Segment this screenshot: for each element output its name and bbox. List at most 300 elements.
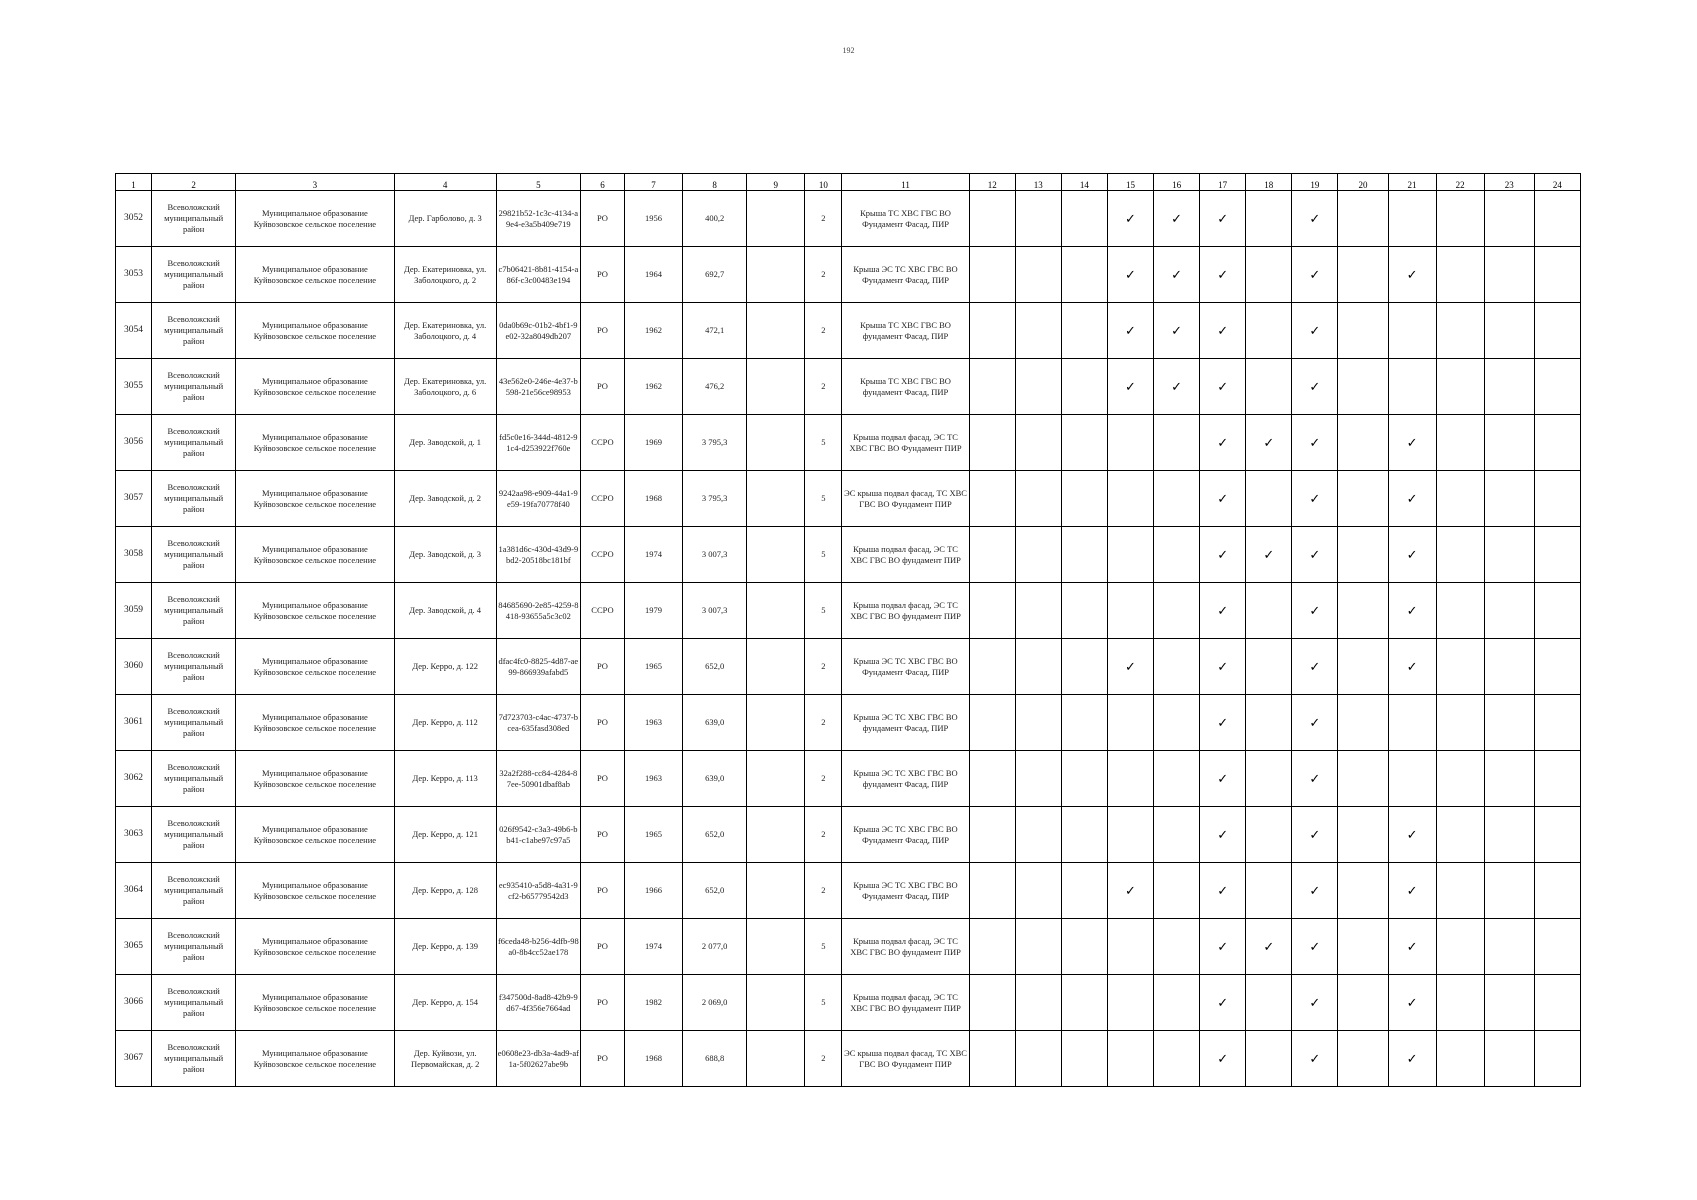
column-header: 23 xyxy=(1484,174,1534,191)
municipality-cell: Муниципальное образование Куйвозовское сельское поселение xyxy=(236,1031,394,1087)
column-number-header-row xyxy=(116,174,1581,191)
floors-cell: 2 xyxy=(805,1031,842,1087)
empty-cell xyxy=(1107,751,1153,807)
municipality-cell: Муниципальное образование Куйвозовское сельское поселение xyxy=(236,919,394,975)
empty-cell xyxy=(1107,919,1153,975)
table-row xyxy=(116,191,1581,247)
empty-cell xyxy=(969,1031,1015,1087)
works-list-cell: ЭС крыша подвал фасад, ТС ХВС ГВС ВО Фундамент ПИР xyxy=(842,471,969,527)
empty-cell xyxy=(1154,415,1200,471)
check-mark-icon: ✓ xyxy=(1388,919,1436,975)
table-row xyxy=(116,527,1581,583)
floors-cell: 5 xyxy=(805,975,842,1031)
empty-cell xyxy=(1534,247,1580,303)
empty-cell xyxy=(1061,359,1107,415)
district-cell: Всеволожский муниципальный район xyxy=(152,639,236,695)
row-number: 3057 xyxy=(116,471,152,527)
building-type-cell: ССРО xyxy=(580,471,624,527)
year-built-cell: 1963 xyxy=(625,751,683,807)
empty-cell xyxy=(1015,191,1061,247)
column-9-cell xyxy=(747,303,805,359)
table-body xyxy=(116,191,1581,1087)
empty-cell xyxy=(1338,415,1388,471)
check-mark-icon: ✓ xyxy=(1292,303,1338,359)
empty-cell xyxy=(1534,527,1580,583)
building-type-cell: ССРО xyxy=(580,583,624,639)
row-number: 3061 xyxy=(116,695,152,751)
empty-cell xyxy=(969,975,1015,1031)
table-row xyxy=(116,695,1581,751)
municipality-cell: Муниципальное образование Куйвозовское сельское поселение xyxy=(236,695,394,751)
empty-cell xyxy=(1154,919,1200,975)
column-header: 14 xyxy=(1061,174,1107,191)
empty-cell xyxy=(1338,695,1388,751)
district-cell: Всеволожский муниципальный район xyxy=(152,863,236,919)
year-built-cell: 1968 xyxy=(625,1031,683,1087)
empty-cell xyxy=(1015,695,1061,751)
fias-code-cell: c7b06421-8b81-4154-a86f-c3c00483e194 xyxy=(496,247,580,303)
municipality-cell: Муниципальное образование Куйвозовское сельское поселение xyxy=(236,639,394,695)
empty-cell xyxy=(1484,583,1534,639)
empty-cell xyxy=(1484,863,1534,919)
floors-cell: 2 xyxy=(805,359,842,415)
empty-cell xyxy=(1061,807,1107,863)
empty-cell xyxy=(1436,191,1484,247)
empty-cell xyxy=(1154,695,1200,751)
floors-cell: 2 xyxy=(805,695,842,751)
empty-cell xyxy=(1534,751,1580,807)
table-row xyxy=(116,359,1581,415)
column-header: 5 xyxy=(496,174,580,191)
check-mark-icon: ✓ xyxy=(1388,471,1436,527)
empty-cell xyxy=(1534,639,1580,695)
empty-cell xyxy=(1061,415,1107,471)
check-mark-icon: ✓ xyxy=(1154,303,1200,359)
municipality-cell: Муниципальное образование Куйвозовское сельское поселение xyxy=(236,359,394,415)
check-mark-icon: ✓ xyxy=(1388,639,1436,695)
fias-code-cell: e0608e23-db3a-4ad9-af1a-5f02627abe9b xyxy=(496,1031,580,1087)
table-row xyxy=(116,863,1581,919)
column-header: 21 xyxy=(1388,174,1436,191)
empty-cell xyxy=(1484,919,1534,975)
address-cell: Дер. Керро, д. 112 xyxy=(394,695,496,751)
building-type-cell: РО xyxy=(580,639,624,695)
floors-cell: 2 xyxy=(805,639,842,695)
table-row xyxy=(116,471,1581,527)
column-9-cell xyxy=(747,583,805,639)
area-cell: 688,8 xyxy=(683,1031,747,1087)
check-mark-icon: ✓ xyxy=(1292,583,1338,639)
empty-cell xyxy=(1534,1031,1580,1087)
column-header: 1 xyxy=(116,174,152,191)
column-9-cell xyxy=(747,807,805,863)
check-mark-icon: ✓ xyxy=(1154,247,1200,303)
empty-cell xyxy=(1436,359,1484,415)
empty-cell xyxy=(1436,415,1484,471)
year-built-cell: 1965 xyxy=(625,639,683,695)
year-built-cell: 1965 xyxy=(625,807,683,863)
table-row xyxy=(116,807,1581,863)
empty-cell xyxy=(1015,751,1061,807)
row-number: 3055 xyxy=(116,359,152,415)
column-header: 16 xyxy=(1154,174,1200,191)
area-cell: 3 795,3 xyxy=(683,471,747,527)
check-mark-icon: ✓ xyxy=(1246,919,1292,975)
empty-cell xyxy=(969,247,1015,303)
check-mark-icon: ✓ xyxy=(1154,191,1200,247)
empty-cell xyxy=(1107,583,1153,639)
building-type-cell: РО xyxy=(580,863,624,919)
area-cell: 652,0 xyxy=(683,863,747,919)
column-header: 15 xyxy=(1107,174,1153,191)
year-built-cell: 1982 xyxy=(625,975,683,1031)
fias-code-cell: 43e562e0-246e-4e37-b598-21e56ce98953 xyxy=(496,359,580,415)
check-mark-icon: ✓ xyxy=(1200,975,1246,1031)
column-9-cell xyxy=(747,471,805,527)
empty-cell xyxy=(1338,807,1388,863)
empty-cell xyxy=(1484,191,1534,247)
empty-cell xyxy=(1015,919,1061,975)
building-type-cell: РО xyxy=(580,919,624,975)
table-row xyxy=(116,415,1581,471)
empty-cell xyxy=(1061,527,1107,583)
building-type-cell: РО xyxy=(580,695,624,751)
empty-cell xyxy=(1154,639,1200,695)
area-cell: 3 795,3 xyxy=(683,415,747,471)
district-cell: Всеволожский муниципальный район xyxy=(152,695,236,751)
table-row xyxy=(116,247,1581,303)
municipality-cell: Муниципальное образование Куйвозовское сельское поселение xyxy=(236,975,394,1031)
check-mark-icon: ✓ xyxy=(1200,807,1246,863)
empty-cell xyxy=(1154,471,1200,527)
district-cell: Всеволожский муниципальный район xyxy=(152,303,236,359)
column-header: 24 xyxy=(1534,174,1580,191)
row-number: 3054 xyxy=(116,303,152,359)
empty-cell xyxy=(1436,807,1484,863)
page-number: 192 xyxy=(842,46,855,55)
column-header: 9 xyxy=(747,174,805,191)
fias-code-cell: 026f9542-c3a3-49b6-bb41-c1abe97c97a5 xyxy=(496,807,580,863)
check-mark-icon: ✓ xyxy=(1107,639,1153,695)
floors-cell: 5 xyxy=(805,583,842,639)
empty-cell xyxy=(1388,191,1436,247)
empty-cell xyxy=(1534,415,1580,471)
check-mark-icon: ✓ xyxy=(1107,191,1153,247)
district-cell: Всеволожский муниципальный район xyxy=(152,807,236,863)
empty-cell xyxy=(969,695,1015,751)
building-type-cell: РО xyxy=(580,359,624,415)
year-built-cell: 1969 xyxy=(625,415,683,471)
floors-cell: 2 xyxy=(805,247,842,303)
empty-cell xyxy=(1107,695,1153,751)
column-header: 6 xyxy=(580,174,624,191)
works-list-cell: Крыша ЭС ТС ХВС ГВС ВО Фундамент Фасад, ПИР xyxy=(842,863,969,919)
works-list-cell: Крыша ЭС ТС ХВС ГВС ВО Фундамент Фасад, ПИР xyxy=(842,247,969,303)
row-number: 3063 xyxy=(116,807,152,863)
year-built-cell: 1966 xyxy=(625,863,683,919)
table-row xyxy=(116,583,1581,639)
check-mark-icon: ✓ xyxy=(1200,919,1246,975)
empty-cell xyxy=(1107,975,1153,1031)
empty-cell xyxy=(1154,863,1200,919)
check-mark-icon: ✓ xyxy=(1388,975,1436,1031)
building-type-cell: РО xyxy=(580,975,624,1031)
empty-cell xyxy=(1436,695,1484,751)
address-cell: Дер. Заводской, д. 2 xyxy=(394,471,496,527)
empty-cell xyxy=(1388,303,1436,359)
area-cell: 476,2 xyxy=(683,359,747,415)
empty-cell xyxy=(1338,247,1388,303)
empty-cell xyxy=(1484,247,1534,303)
district-cell: Всеволожский муниципальный район xyxy=(152,583,236,639)
check-mark-icon: ✓ xyxy=(1292,191,1338,247)
empty-cell xyxy=(1107,471,1153,527)
table-row xyxy=(116,639,1581,695)
check-mark-icon: ✓ xyxy=(1200,1031,1246,1087)
check-mark-icon: ✓ xyxy=(1200,247,1246,303)
works-list-cell: Крыша подвал фасад, ЭС ТС ХВС ГВС ВО фундамент ПИР xyxy=(842,527,969,583)
column-9-cell xyxy=(747,191,805,247)
empty-cell xyxy=(1015,975,1061,1031)
column-header: 2 xyxy=(152,174,236,191)
empty-cell xyxy=(969,303,1015,359)
empty-cell xyxy=(1061,583,1107,639)
row-number: 3052 xyxy=(116,191,152,247)
table-row xyxy=(116,975,1581,1031)
row-number: 3056 xyxy=(116,415,152,471)
address-cell: Дер. Екатериновка, ул. Заболоцкого, д. 6 xyxy=(394,359,496,415)
empty-cell xyxy=(1061,191,1107,247)
empty-cell xyxy=(1484,527,1534,583)
column-header: 8 xyxy=(683,174,747,191)
address-cell: Дер. Екатериновка, ул. Заболоцкого, д. 4 xyxy=(394,303,496,359)
floors-cell: 5 xyxy=(805,415,842,471)
check-mark-icon: ✓ xyxy=(1107,247,1153,303)
check-mark-icon: ✓ xyxy=(1292,1031,1338,1087)
area-cell: 472,1 xyxy=(683,303,747,359)
empty-cell xyxy=(1484,751,1534,807)
empty-cell xyxy=(1246,639,1292,695)
empty-cell xyxy=(1015,1031,1061,1087)
empty-cell xyxy=(1338,863,1388,919)
empty-cell xyxy=(1015,863,1061,919)
empty-cell xyxy=(1015,639,1061,695)
empty-cell xyxy=(1338,639,1388,695)
empty-cell xyxy=(1061,695,1107,751)
empty-cell xyxy=(1015,471,1061,527)
empty-cell xyxy=(969,807,1015,863)
table-row xyxy=(116,751,1581,807)
works-list-cell: Крыша ЭС ТС ХВС ГВС ВО Фундамент Фасад, ПИР xyxy=(842,639,969,695)
works-list-cell: Крыша ТС ХВС ГВС ВО Фундамент Фасад, ПИР xyxy=(842,191,969,247)
fias-code-cell: 29821b52-1c3c-4134-a9e4-e3a5b409e719 xyxy=(496,191,580,247)
row-number: 3062 xyxy=(116,751,152,807)
address-cell: Дер. Заводской, д. 3 xyxy=(394,527,496,583)
column-9-cell xyxy=(747,751,805,807)
empty-cell xyxy=(1246,247,1292,303)
check-mark-icon: ✓ xyxy=(1292,471,1338,527)
address-cell: Дер. Екатериновка, ул. Заболоцкого, д. 2 xyxy=(394,247,496,303)
empty-cell xyxy=(1534,695,1580,751)
district-cell: Всеволожский муниципальный район xyxy=(152,975,236,1031)
empty-cell xyxy=(1015,247,1061,303)
works-list-cell: Крыша ТС ХВС ГВС ВО фундамент Фасад, ПИР xyxy=(842,303,969,359)
address-cell: Дер. Заводской, д. 4 xyxy=(394,583,496,639)
empty-cell xyxy=(1061,863,1107,919)
check-mark-icon: ✓ xyxy=(1200,695,1246,751)
column-9-cell xyxy=(747,247,805,303)
empty-cell xyxy=(969,527,1015,583)
empty-cell xyxy=(1338,191,1388,247)
empty-cell xyxy=(1246,1031,1292,1087)
empty-cell xyxy=(1061,303,1107,359)
empty-cell xyxy=(1534,807,1580,863)
fias-code-cell: 7d723703-c4ac-4737-bcea-635fasd308ed xyxy=(496,695,580,751)
empty-cell xyxy=(1015,303,1061,359)
floors-cell: 2 xyxy=(805,863,842,919)
table-row xyxy=(116,919,1581,975)
check-mark-icon: ✓ xyxy=(1292,415,1338,471)
empty-cell xyxy=(1484,695,1534,751)
empty-cell xyxy=(1015,359,1061,415)
address-cell: Дер. Заводской, д. 1 xyxy=(394,415,496,471)
check-mark-icon: ✓ xyxy=(1388,527,1436,583)
check-mark-icon: ✓ xyxy=(1154,359,1200,415)
housing-register-table xyxy=(115,173,1581,1087)
empty-cell xyxy=(1534,359,1580,415)
empty-cell xyxy=(1436,863,1484,919)
column-9-cell xyxy=(747,863,805,919)
row-number: 3067 xyxy=(116,1031,152,1087)
empty-cell xyxy=(1534,583,1580,639)
building-type-cell: РО xyxy=(580,303,624,359)
empty-cell xyxy=(1484,415,1534,471)
check-mark-icon: ✓ xyxy=(1388,583,1436,639)
year-built-cell: 1962 xyxy=(625,303,683,359)
empty-cell xyxy=(1338,919,1388,975)
empty-cell xyxy=(1338,1031,1388,1087)
empty-cell xyxy=(1484,359,1534,415)
fias-code-cell: f347500d-8ad8-42b9-9d67-4f356e7664ad xyxy=(496,975,580,1031)
empty-cell xyxy=(1534,975,1580,1031)
column-header: 12 xyxy=(969,174,1015,191)
empty-cell xyxy=(1436,583,1484,639)
works-list-cell: Крыша ЭС ТС ХВС ГВС ВО Фундамент Фасад, ПИР xyxy=(842,807,969,863)
municipality-cell: Муниципальное образование Куйвозовское сельское поселение xyxy=(236,583,394,639)
fias-code-cell: 84685690-2e85-4259-8418-93655a5c3c02 xyxy=(496,583,580,639)
municipality-cell: Муниципальное образование Куйвозовское сельское поселение xyxy=(236,247,394,303)
column-header: 18 xyxy=(1246,174,1292,191)
works-list-cell: Крыша подвал фасад, ЭС ТС ХВС ГВС ВО фундамент ПИР xyxy=(842,919,969,975)
year-built-cell: 1968 xyxy=(625,471,683,527)
column-header: 7 xyxy=(625,174,683,191)
check-mark-icon: ✓ xyxy=(1292,639,1338,695)
check-mark-icon: ✓ xyxy=(1200,359,1246,415)
empty-cell xyxy=(1061,975,1107,1031)
check-mark-icon: ✓ xyxy=(1200,415,1246,471)
district-cell: Всеволожский муниципальный район xyxy=(152,751,236,807)
year-built-cell: 1956 xyxy=(625,191,683,247)
check-mark-icon: ✓ xyxy=(1200,583,1246,639)
floors-cell: 5 xyxy=(805,471,842,527)
works-list-cell: ЭС крыша подвал фасад, ТС ХВС ГВС ВО Фундамент ПИР xyxy=(842,1031,969,1087)
empty-cell xyxy=(969,751,1015,807)
empty-cell xyxy=(1154,583,1200,639)
empty-cell xyxy=(969,471,1015,527)
municipality-cell: Муниципальное образование Куйвозовское сельское поселение xyxy=(236,807,394,863)
empty-cell xyxy=(1388,695,1436,751)
building-type-cell: ССРО xyxy=(580,527,624,583)
address-cell: Дер. Керро, д. 128 xyxy=(394,863,496,919)
empty-cell xyxy=(1154,1031,1200,1087)
check-mark-icon: ✓ xyxy=(1246,415,1292,471)
empty-cell xyxy=(969,919,1015,975)
empty-cell xyxy=(1154,975,1200,1031)
empty-cell xyxy=(1436,303,1484,359)
works-list-cell: Крыша ТС ХВС ГВС ВО фундамент Фасад, ПИР xyxy=(842,359,969,415)
row-number: 3064 xyxy=(116,863,152,919)
column-header: 22 xyxy=(1436,174,1484,191)
column-9-cell xyxy=(747,527,805,583)
check-mark-icon: ✓ xyxy=(1388,247,1436,303)
empty-cell xyxy=(1246,191,1292,247)
area-cell: 692,7 xyxy=(683,247,747,303)
empty-cell xyxy=(969,359,1015,415)
empty-cell xyxy=(1436,751,1484,807)
column-9-cell xyxy=(747,415,805,471)
check-mark-icon: ✓ xyxy=(1388,863,1436,919)
fias-code-cell: 0da0b69c-01b2-4bf1-9e02-32a8049db207 xyxy=(496,303,580,359)
district-cell: Всеволожский муниципальный район xyxy=(152,1031,236,1087)
municipality-cell: Муниципальное образование Куйвозовское сельское поселение xyxy=(236,527,394,583)
row-number: 3066 xyxy=(116,975,152,1031)
check-mark-icon: ✓ xyxy=(1388,415,1436,471)
check-mark-icon: ✓ xyxy=(1200,527,1246,583)
column-header: 17 xyxy=(1200,174,1246,191)
empty-cell xyxy=(1534,471,1580,527)
table-row xyxy=(116,303,1581,359)
empty-cell xyxy=(969,863,1015,919)
floors-cell: 5 xyxy=(805,919,842,975)
row-number: 3053 xyxy=(116,247,152,303)
empty-cell xyxy=(1246,751,1292,807)
empty-cell xyxy=(1246,471,1292,527)
check-mark-icon: ✓ xyxy=(1107,863,1153,919)
building-type-cell: РО xyxy=(580,247,624,303)
empty-cell xyxy=(1061,639,1107,695)
empty-cell xyxy=(1107,807,1153,863)
empty-cell xyxy=(1534,863,1580,919)
empty-cell xyxy=(1154,527,1200,583)
empty-cell xyxy=(1154,807,1200,863)
empty-cell xyxy=(1436,639,1484,695)
row-number: 3065 xyxy=(116,919,152,975)
floors-cell: 2 xyxy=(805,191,842,247)
empty-cell xyxy=(1338,471,1388,527)
empty-cell xyxy=(1061,471,1107,527)
fias-code-cell: dfac4fc0-8825-4d87-ae99-866939afabd5 xyxy=(496,639,580,695)
empty-cell xyxy=(1534,303,1580,359)
check-mark-icon: ✓ xyxy=(1292,751,1338,807)
area-cell: 2 077,0 xyxy=(683,919,747,975)
empty-cell xyxy=(1246,303,1292,359)
empty-cell xyxy=(969,639,1015,695)
empty-cell xyxy=(1338,359,1388,415)
empty-cell xyxy=(969,583,1015,639)
column-9-cell xyxy=(747,639,805,695)
check-mark-icon: ✓ xyxy=(1246,527,1292,583)
area-cell: 652,0 xyxy=(683,639,747,695)
